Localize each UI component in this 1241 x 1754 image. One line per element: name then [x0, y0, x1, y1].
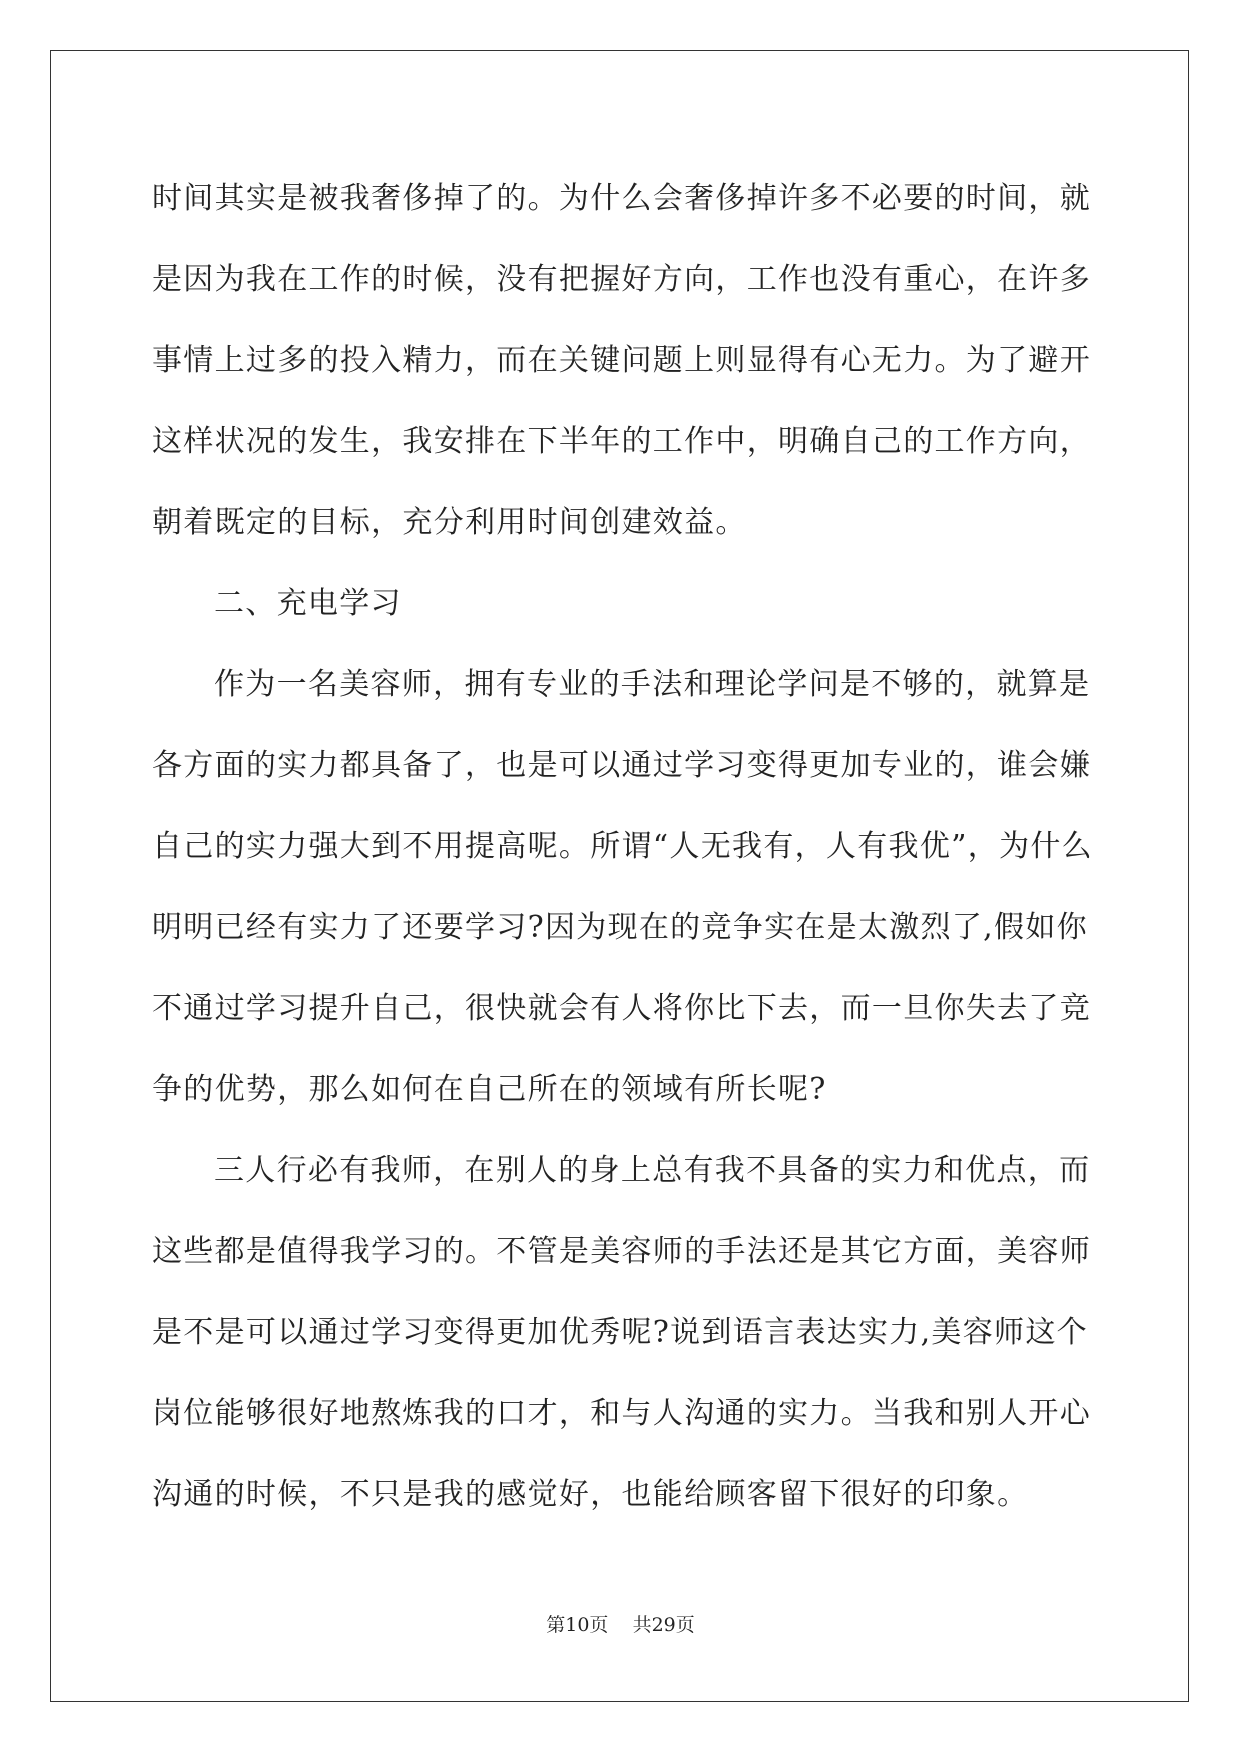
paragraph-line: 不通过学习提升自己，很快就会有人将你比下去，而一旦你失去了竞 [152, 991, 1091, 1026]
paragraph-line: 事情上过多的投入精力，而在关键问题上则显得有心无力。为了避开 [152, 343, 1091, 378]
document-body [152, 158, 1092, 1535]
paragraph-line: 明明已经有实力了还要学习?因为现在的竞争实在是太激烈了,假如你 [152, 910, 1088, 945]
page-number-footer: 第10页 共29页 [546, 1614, 695, 1636]
paragraph-line: 争的优势，那么如何在自己所在的领域有所长呢? [152, 1072, 827, 1107]
section-heading: 二、充电学习 [214, 586, 402, 621]
paragraph-line: 三人行必有我师，在别人的身上总有我不具备的实力和优点，而 [214, 1153, 1091, 1188]
paragraph-line: 是因为我在工作的时候，没有把握好方向，工作也没有重心，在许多 [152, 262, 1091, 297]
paragraph-line: 自己的实力强大到不用提高呢。所谓“人无我有，人有我优”，为什么 [152, 829, 1093, 864]
paragraph-line: 这些都是值得我学习的。不管是美容师的手法还是其它方面，美容师 [152, 1234, 1091, 1269]
paragraph-line: 时间其实是被我奢侈掉了的。为什么会奢侈掉许多不必要的时间，就 [152, 181, 1091, 216]
paragraph-line: 这样状况的发生，我安排在下半年的工作中，明确自己的工作方向， [152, 424, 1091, 459]
paragraph-line: 作为一名美容师，拥有专业的手法和理论学问是不够的，就算是 [214, 667, 1091, 702]
paragraph-line: 是不是可以通过学习变得更加优秀呢?说到语言表达实力,美容师这个 [152, 1315, 1088, 1350]
paragraph-line: 沟通的时候，不只是我的感觉好，也能给顾客留下很好的印象。 [152, 1477, 1029, 1512]
paragraph-line: 岗位能够很好地熬炼我的口才，和与人沟通的实力。当我和别人开心 [152, 1396, 1091, 1431]
paragraph-line: 朝着既定的目标，充分利用时间创建效益。 [152, 505, 747, 540]
paragraph-line: 各方面的实力都具备了，也是可以通过学习变得更加专业的，谁会嫌 [152, 748, 1091, 783]
